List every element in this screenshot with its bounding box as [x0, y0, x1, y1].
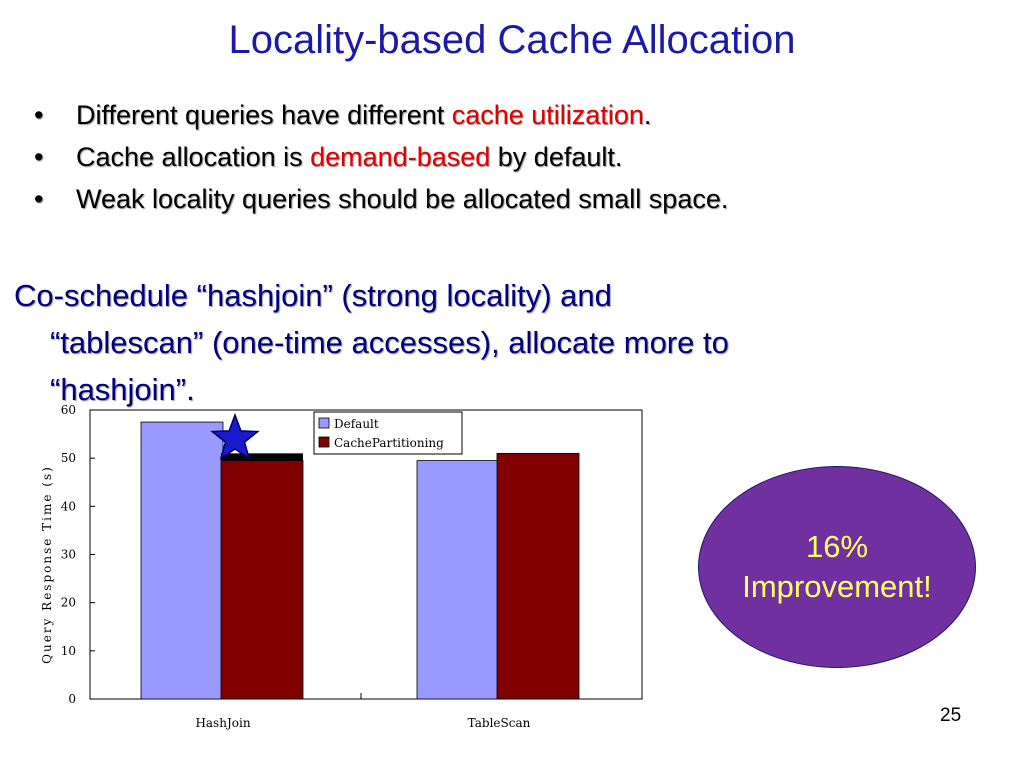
bar-default-tablescan [417, 461, 499, 699]
bullet-text-after: . [643, 100, 652, 130]
bullet-item [34, 94, 728, 136]
improvement-callout [698, 466, 976, 668]
lead-paragraph [14, 272, 1014, 413]
legend-label: Default [334, 417, 379, 431]
x-tick-label: HashJoin [195, 716, 251, 730]
lead-line: “hashjoin”. [50, 372, 195, 407]
bullet-highlight: demand-based [310, 142, 491, 172]
legend-swatch [319, 437, 329, 447]
legend-label: CachePartitioning [334, 436, 444, 450]
y-axis-label: Query Response Time (s) [40, 465, 54, 664]
bar-chart [0, 396, 700, 736]
callout-label: Improvement! [742, 569, 932, 604]
bullet-text: Different queries have different [76, 100, 452, 130]
lead-line: “tablescan” (one-time accesses), allocate more to [50, 325, 729, 360]
bar-cachepartitioning-tablescan [497, 453, 579, 699]
bullet-list [34, 94, 728, 220]
x-tick-label: TableScan [467, 716, 531, 730]
bullet-text: Cache allocation is [76, 142, 311, 172]
bullet-dot: • [34, 142, 44, 172]
y-tick-label: 50 [60, 451, 76, 466]
bullet-item [34, 136, 728, 178]
slide-title: Locality-based Cache Allocation [228, 18, 796, 62]
y-tick-label: 30 [60, 547, 76, 562]
bullet-dot: • [34, 100, 44, 130]
bar-default-hashjoin [141, 422, 223, 699]
bullet-text: Weak locality queries should be allocated small space. [76, 184, 729, 214]
bullet-text-after: by default. [490, 142, 623, 172]
bullet-item [34, 178, 728, 220]
bullet-dot: • [34, 184, 44, 214]
bullet-highlight: cache utilization [451, 100, 644, 130]
y-tick-label: 10 [60, 643, 76, 658]
page-number: 25 [940, 705, 962, 726]
callout-percent: 16% [805, 529, 869, 564]
lead-line: Co-schedule “hashjoin” (strong locality) and [14, 278, 612, 313]
y-tick-label: 0 [68, 692, 76, 706]
bar-black-cap [221, 453, 303, 460]
y-tick-label: 20 [60, 595, 76, 610]
y-tick-label: 60 [60, 403, 76, 417]
chart-legend [314, 412, 462, 454]
legend-swatch [319, 418, 329, 428]
bar-cachepartitioning-hashjoin [221, 461, 303, 699]
y-tick-label: 40 [60, 499, 76, 514]
